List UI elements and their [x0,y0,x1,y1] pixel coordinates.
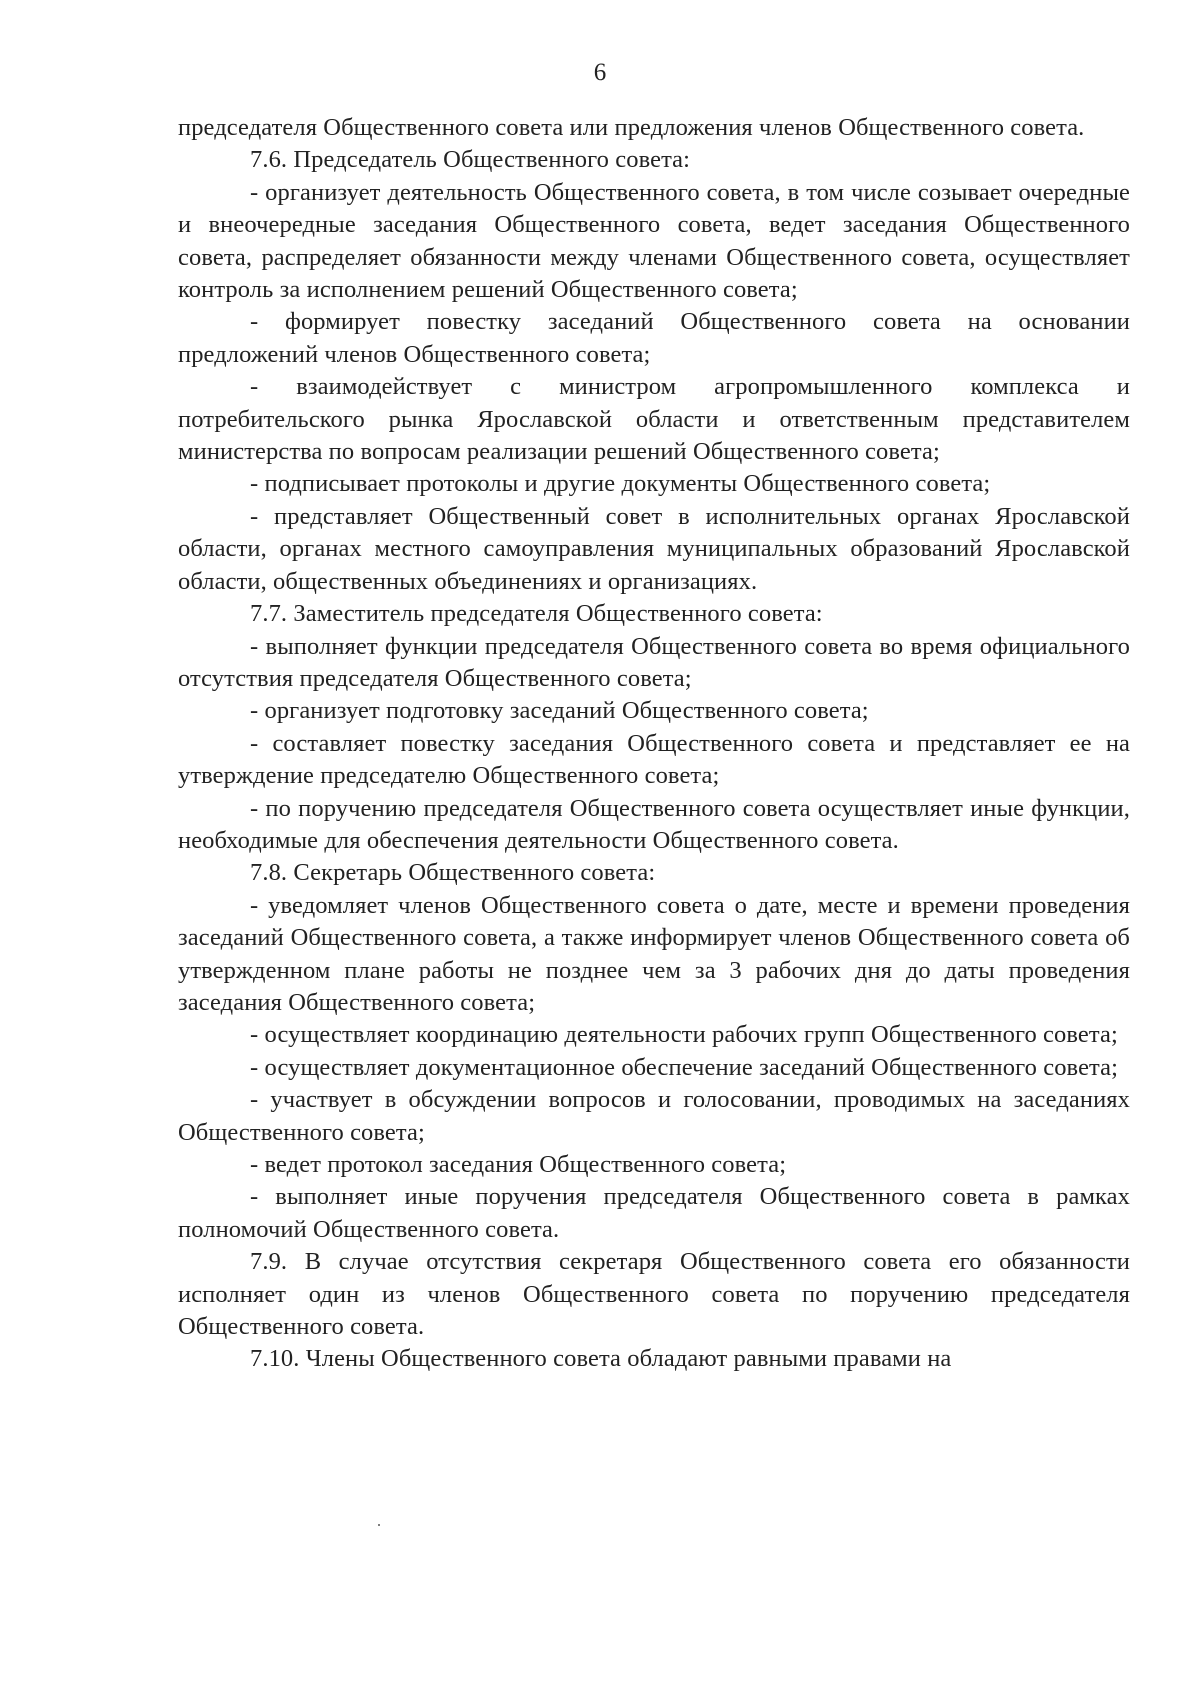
list-item: - выполняет иные поручения председателя Общественного совета в рамках полномочий Общественного совета. [178,1183,1130,1243]
document-body [178,112,1130,1376]
page-number: 6 [593,59,607,86]
list-item: - организует подготовку заседаний Общественного совета; [250,697,869,725]
list-item: - взаимодействует с министром агропромышленного комплекса и потребительского рынка Ярославской области и ответственным представителем министерства по вопросам реализации решений Общественного совета; [178,373,1130,466]
list-item: - ведет протокол заседания Общественного совета; [250,1151,787,1178]
section-heading-7-8: 7.8. Секретарь Общественного совета: [250,859,656,887]
section-heading-7-6: 7.6. Председатель Общественного совета: [250,146,691,174]
section-paragraph-7-10: 7.10. Члены Общественного совета обладают равными правами на [250,1345,952,1373]
list-item: - составляет повестку заседания Общественного совета и представляет ее на утверждение председателю Общественного совета; [178,729,1130,790]
list-item: - формирует повестку заседаний Общественного совета на основании предложений членов Общественного совета; [178,308,1130,368]
section-heading-7-7: 7.7. Заместитель председателя Общественного совета: [250,600,823,628]
list-item: - подписывает протоколы и другие документы Общественного совета; [250,470,991,498]
paragraph-continuation: председателя Общественного совета или предложения членов Общественного совета. [178,114,1085,141]
list-item: - по поручению председателя Общественного совета осуществляет иные функции, необходимые для обеспечения деятельности Общественного совета. [178,794,1130,854]
section-paragraph-7-9: 7.9. В случае отсутствия секретаря Общественного совета его обязанности исполняет один из членов Общественного совета по поручению председателя Общественного совета. [178,1248,1130,1341]
list-item: - организует деятельность Общественного совета, в том числе созывает очередные и внеочередные заседания Общественного совета, ведет заседания Общественного совета, распределяет обязанности между членами Общественного совета, осуществляет контроль за исполнением решений Общественного совета; [178,178,1130,304]
list-item: - уведомляет членов Общественного совета о дате, месте и времени проведения заседаний Общественного совета, а также информирует членов Общественного совета об утвержденном плане работы не позднее чем за 3 рабочих дня до даты проведения заседания Общественного совета; [178,891,1130,1016]
list-item: - осуществляет координацию деятельности рабочих групп Общественного совета; [250,1021,1118,1049]
list-item: - выполняет функции председателя Общественного совета во время официального отсутствия председателя Общественного совета; [178,632,1130,692]
scan-speck [378,1524,380,1526]
list-item: - осуществляет документационное обеспечение заседаний Общественного совета; [250,1053,1119,1081]
list-item: - представляет Общественный совет в исполнительных органах Ярославской области, органах местного самоуправления муниципальных образований Ярославской области, общественных объединениях и организациях. [178,502,1130,595]
list-item: - участвует в обсуждении вопросов и голосовании, проводимых на заседаниях Общественного совета; [178,1086,1130,1146]
